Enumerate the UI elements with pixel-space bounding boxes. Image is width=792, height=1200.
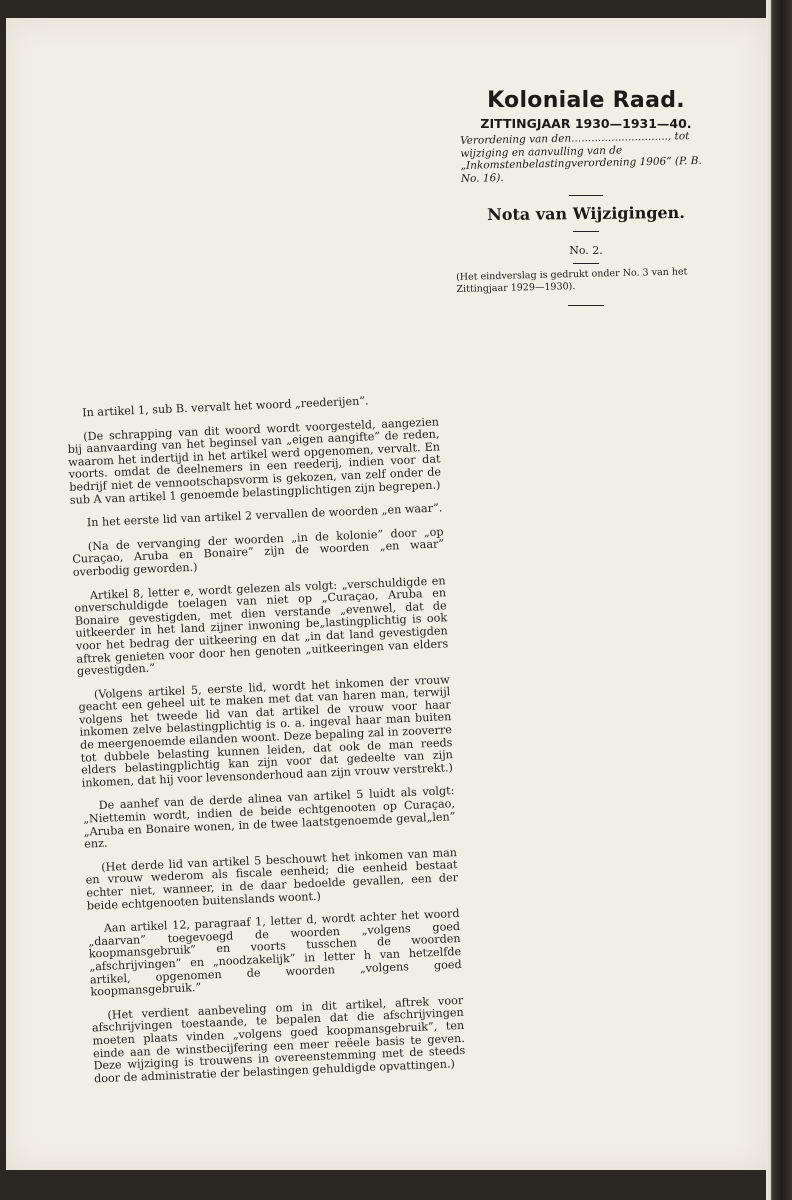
paragraph: Aan artikel 12, paragraaf 1, letter d, wordt achter het woord „daarvan” toegevoegd de woorden „volgens goed koopmansgebruik” en voorts tusschen de woorden „afschrijvingen” en „noodzakelijk” in letter h van hetzelfde artikel, opgenomen de woorden „volgens goed koopmansgebruik.” xyxy=(88,907,462,999)
paragraph: In het eerste lid van artikel 2 vervallen de woorden „en waar”. xyxy=(86,501,443,530)
paragraph: Artikel 8, letter e, wordt gelezen als volgt: „verschuldigde en onverschuldigde toelagen van niet op „Curaçao, Aruba en Bonaire gevestigden, met dien verstande „evenwel, dat de uitkeerder in het land zijner inwoning be„lastingplichtig is ook voor het bedrag der uitkeering en dat „in dat land gevestigden aftrek genieten voor door hen genoten „uitkeeringen van elders gevestigden.” xyxy=(74,573,449,678)
divider-rule xyxy=(569,195,603,196)
divider-rule xyxy=(573,263,599,264)
book-spine xyxy=(766,0,792,1200)
report-note: (Het eindverslag is gedrukt onder No. 3 van het Zittingjaar 1929—1930). xyxy=(456,266,688,295)
nota-title: Nota van Wijzigingen. xyxy=(487,202,685,225)
session-year: ZITTINGJAAR 1930—1931—40. xyxy=(480,116,692,131)
divider-rule xyxy=(573,231,599,232)
document-header xyxy=(456,88,716,314)
council-title: Koloniale Raad. xyxy=(487,88,685,113)
paragraph: (De schrapping van dit woord wordt voorgesteld, aangezien bij aanvaarding van het beginsel van „eigen aangifte” de reden, waarom het indertijd in het artikel werd opgenomen, vervalt. En voorts. omdat de deelnemers in een reederij, indien voor dat bedrijf niet de vennootschapsvorm is gekozen, van zelf onder de sub A van artikel 1 genoemde belastingplichtigen zijn begrepen.) xyxy=(67,414,442,507)
paragraph: (Volgens artikel 5, eerste lid, wordt het inkomen der vrouw geacht een geheel uit te maken met dat van haren man, terwijl volgens het tweede lid van dat artikel de vrouw voor haar inkomen zelve belastingplichtig is o. a. ingeval haar man buiten de meergenoemde eilanden woont. Deze bepaling zal in zooverre tot dubbele belasting kunnen leiden, dat ook de man reeds elders belastingplichtig kan zijn voor dat gedeelte van zijn inkomen, dat hij voor levensonderhoud aan zijn vrouw verstrekt.) xyxy=(78,672,454,790)
paragraph: In artikel 1, sub B. vervalt het woord „reederijen”. xyxy=(81,394,369,420)
paragraph: De aanhef van de derde alinea van artikel 5 luidt als volgt: „Niettemin wordt, indien de beide echtgenooten op Curaçao, „Aruba en Bonaire wonen, in de twee laatstgenoemde geval„len” enz. xyxy=(82,784,456,851)
divider-rule xyxy=(568,305,604,306)
ordinance-description: Verordening van den............................., tot wijziging en aanvulling van de „Inkomstenbelastingverordening 1906” (P. B. No. 16). xyxy=(459,130,702,185)
document-number: No. 2. xyxy=(569,244,603,257)
paragraph: (Na de vervanging der woorden „in de kolonie” door „op Curaçao, Aruba en Bonaire” zijn de woorden „en waar” overbodig geworden.) xyxy=(72,525,445,579)
document-page xyxy=(6,18,767,1170)
paragraph: (Het verdient aanbeveling om in dit artikel, aftrek voor afschrijvingen toestaande, te bepalen dat die afschrijvingen moeten plaats vinden „volgens goed koopmansgebruik”, ten einde aan de winstbecijfering een meer reëele basis te geven. Deze wijziging is trouwens in overeenstemming met de steeds door de administratie der belastingen gehuldigde opvattingen.) xyxy=(91,993,466,1086)
paragraph: (Het derde lid van artikel 5 beschouwt het inkomen van man en vrouw wederom als fiscale eenheid; die eenheid bestaat echter niet, wanneer, in de daar bedoelde gevallen, een der beide echtgenooten buitenslands woont.) xyxy=(85,845,459,913)
amendments-body xyxy=(66,392,467,1096)
